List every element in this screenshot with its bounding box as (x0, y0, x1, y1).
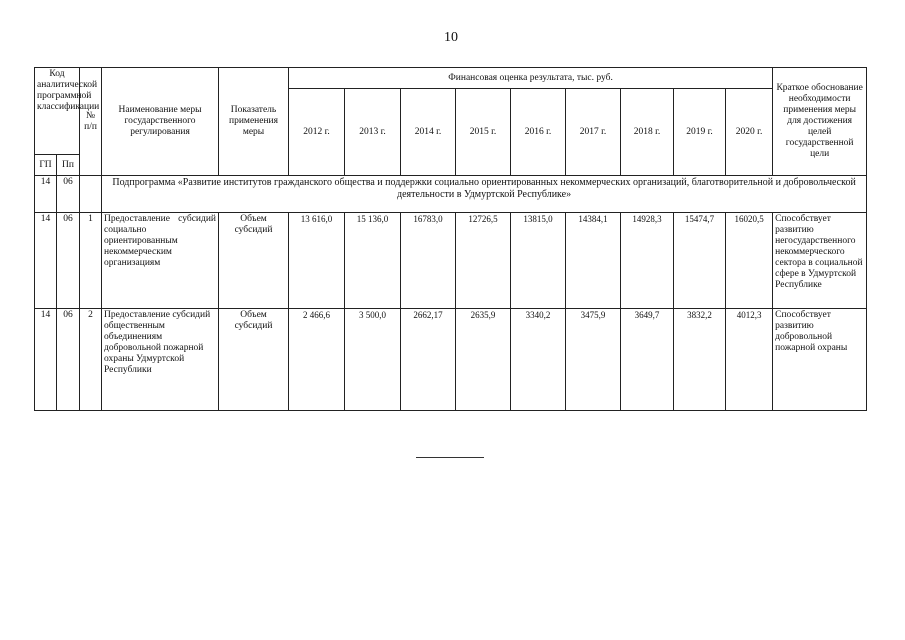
row-value: 13815,0 (511, 213, 566, 309)
header-year: 2014 г. (401, 89, 456, 176)
row-value: 3649,7 (621, 309, 674, 411)
regulation-measures-table (34, 67, 867, 411)
row-value: 15 136,0 (345, 213, 401, 309)
row-value: 15474,7 (674, 213, 726, 309)
header-name: Наименование меры государственного регулирования (102, 68, 219, 176)
row-value: 3475,9 (566, 309, 621, 411)
row-value: 12726,5 (456, 213, 511, 309)
subprogram-title: Подпрограмма «Развитие институтов гражданского общества и поддержки социально ориентированных некоммерческих организаций, благотворительной и добровольческой деятельности в Удмуртской Республике» (102, 176, 867, 213)
row-gp: 14 (35, 213, 57, 309)
row-reason: Способствует развитию негосударственного некоммерческого сектора в социальной сфере в Удмуртской Республике (773, 213, 867, 309)
header-indicator: Показатель применения меры (219, 68, 289, 176)
row-gp: 14 (35, 309, 57, 411)
row-value: 3340,2 (511, 309, 566, 411)
header-gp: ГП (35, 155, 57, 176)
row-reason: Способствует развитию добровольной пожарной охраны (773, 309, 867, 411)
subprogram-pp: 06 (57, 176, 80, 213)
row-value: 14384,1 (566, 213, 621, 309)
row-indicator: Объем субсидий (219, 213, 289, 309)
header-year: 2012 г. (289, 89, 345, 176)
row-pp: 06 (57, 213, 80, 309)
header-code: Код аналитической программной классификации (35, 68, 80, 155)
page-number: 10 (444, 30, 458, 45)
row-name: Предоставление субсидий общественным объединениям добровольной пожарной охраны Удмуртской Республики (102, 309, 219, 411)
header-num: № п/п (80, 68, 102, 176)
row-value: 3 500,0 (345, 309, 401, 411)
header-year: 2015 г. (456, 89, 511, 176)
header-year: 2017 г. (566, 89, 621, 176)
subprogram-num (80, 176, 102, 213)
header-year: 2013 г. (345, 89, 401, 176)
row-value: 2662,17 (401, 309, 456, 411)
header-year: 2018 г. (621, 89, 674, 176)
header-finance: Финансовая оценка результата, тыс. руб. (289, 68, 773, 89)
row-name: Предоставление субсидий социально ориентированным некоммерческим организациям (102, 213, 219, 309)
row-num: 2 (80, 309, 102, 411)
row-value: 13 616,0 (289, 213, 345, 309)
subprogram-gp: 14 (35, 176, 57, 213)
header-year: 2019 г. (674, 89, 726, 176)
header-pp: Пп (57, 155, 80, 176)
table-row (35, 309, 867, 411)
row-value: 4012,3 (726, 309, 773, 411)
row-value: 3832,2 (674, 309, 726, 411)
row-value: 16783,0 (401, 213, 456, 309)
table-row (35, 213, 867, 309)
row-value: 14928,3 (621, 213, 674, 309)
header-row (35, 68, 867, 89)
row-value: 2635,9 (456, 309, 511, 411)
header-reason: Краткое обоснование необходимости применения меры для достижения целей государственной цели (773, 68, 867, 176)
row-num: 1 (80, 213, 102, 309)
subprogram-row (35, 176, 867, 213)
end-divider (416, 457, 484, 458)
row-value: 2 466,6 (289, 309, 345, 411)
header-year: 2016 г. (511, 89, 566, 176)
row-indicator: Объем субсидий (219, 309, 289, 411)
header-year: 2020 г. (726, 89, 773, 176)
row-value: 16020,5 (726, 213, 773, 309)
row-pp: 06 (57, 309, 80, 411)
